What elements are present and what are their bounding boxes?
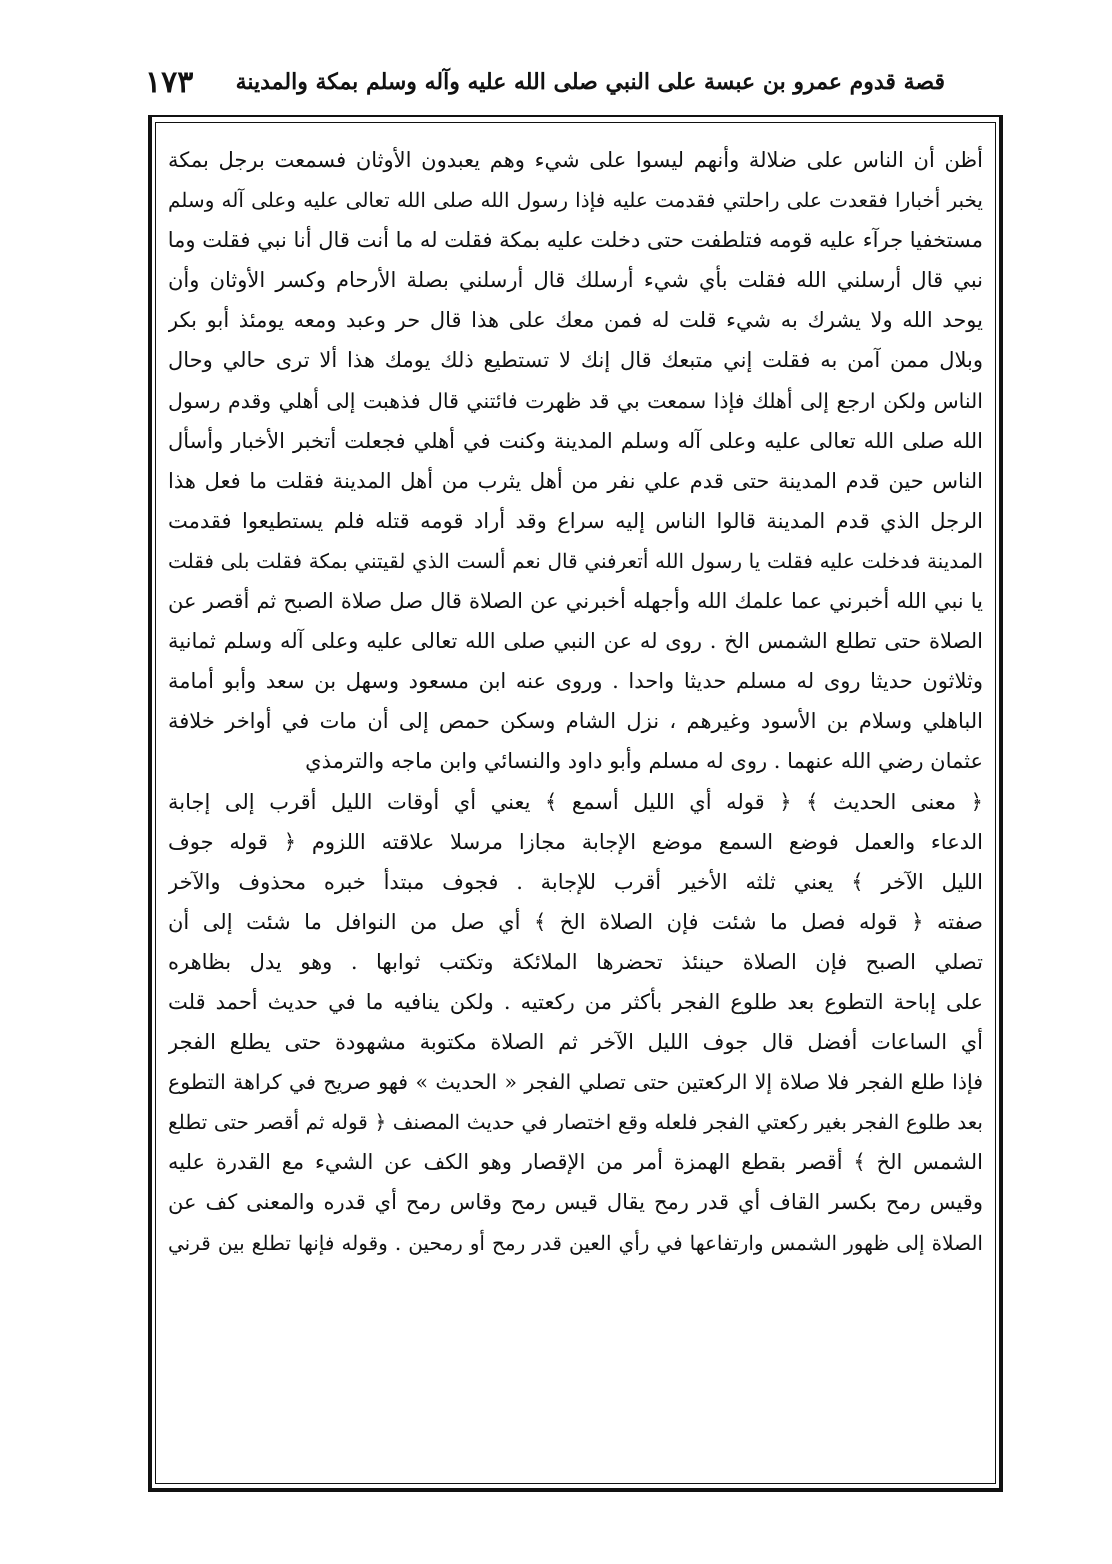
text-line: المدينة فدخلت عليه فقلت يا رسول الله أتعرفني قال نعم ألست الذي لقيتني بمكة فقلت بلى فقلت	[168, 548, 983, 573]
text-line: ﴿ معنى الحديث ﴾ ﴿ قوله أي الليل أسمع ﴾ يعني أي أوقات الليل أقرب إلى إجابة	[168, 789, 983, 814]
text-line: وبلال ممن آمن به فقلت إني متبعك قال إنك لا تستطيع ذلك يومك هذا ألا ترى حالي وحال	[168, 348, 983, 373]
text-line: تصلي الصبح فإن الصلاة حينئذ تحضرها الملائكة وتكتب ثوابها . وهو يدل بظاهره	[168, 949, 983, 974]
text-line: الناس ولكن ارجع إلى أهلك فإذا سمعت بي قد ظهرت فائتني قال فذهبت إلى أهلي وقدم رسول	[168, 388, 983, 413]
text-line: الرجل الذي قدم المدينة قالوا الناس إليه سراع وقد أراد قومه قتله فلم يستطيعوا فقدمت	[168, 508, 983, 533]
text-line: أي الساعات أفضل قال جوف الليل الآخر ثم الصلاة مكتوبة مشهودة حتى يطلع الفجر	[168, 1030, 983, 1055]
page-number: ١٧٣	[145, 64, 194, 100]
text-line: على إباحة التطوع بعد طلوع الفجر بأكثر من ركعتيه . ولكن ينافيه ما في حديث أحمد قلت	[168, 989, 983, 1014]
text-line: عثمان رضي الله عنهما . روى له مسلم وأبو داود والنسائي وابن ماجه والترمذي	[305, 749, 983, 774]
text-line: مستخفيا جرآء عليه قومه فتلطفت حتى دخلت عليه بمكة فقلت له ما أنت قال أنا نبي فقلت وما	[168, 228, 983, 253]
page-header	[145, 54, 945, 110]
text-line: صفته ﴿ قوله فصل ما شئت فإن الصلاة الخ ﴾ أي صل من النوافل ما شئت إلى أن	[168, 909, 983, 934]
text-line: الله صلى الله تعالى عليه وعلى آله وسلم المدينة وكنت في أهلي فجعلت أتخبر الأخبار وأسأل	[168, 428, 983, 453]
text-line: الصلاة حتى تطلع الشمس الخ . روى له عن النبي صلى الله تعالى عليه وعلى آله وسلم ثمانية	[168, 629, 983, 654]
text-line: يخبر أخبارا فقعدت على راحلتي فقدمت عليه فإذا رسول الله صلى الله تعالى عليه وعلى آله وسلم	[168, 188, 983, 213]
running-title: قصة قدوم عمرو بن عبسة على النبي صلى الله عليه وآله وسلم بمكة والمدينة	[235, 69, 945, 95]
text-line: وثلاثون حديثا روى له مسلم حديثا واحدا . وروى عنه ابن مسعود وسهل بن سعد وأبو أمامة	[168, 669, 983, 694]
text-line: يا نبي الله أخبرني عما علمك الله وأجهله أخبرني عن الصلاة قال صل صلاة الصبح ثم أقصر عن	[168, 589, 983, 614]
text-line: بعد طلوع الفجر بغير ركعتي الفجر فلعله وقع اختصار في حديث المصنف ﴿ قوله ثم أقصر حتى تطلع	[168, 1110, 983, 1135]
text-line: الناس حين قدم المدينة حتى قدم علي نفر من أهل يثرب من أهل المدينة فقلت ما فعل هذا	[168, 468, 983, 493]
body-text	[168, 140, 983, 1263]
text-line: يوحد الله ولا يشرك به شيء قلت له فمن معك على هذا قال حر وعبد ومعه يومئذ أبو بكر	[168, 308, 983, 333]
text-line: الشمس الخ ﴾ أقصر بقطع الهمزة أمر من الإقصار وهو الكف عن الشيء مع القدرة عليه	[168, 1150, 983, 1175]
text-line: أظن أن الناس على ضلالة وأنهم ليسوا على شيء وهم يعبدون الأوثان فسمعت برجل بمكة	[168, 148, 983, 172]
text-line: الصلاة إلى ظهور الشمس وارتفاعها في رأي العين قدر رمح أو رمحين . وقوله فإنها تطلع بين قرني	[168, 1230, 983, 1255]
text-line: الباهلي وسلام بن الأسود وغيرهم ، نزل الشام وسكن حمص إلى أن مات في أواخر خلافة	[168, 709, 983, 734]
text-line: الليل الآخر ﴾ يعني ثلثه الأخير أقرب للإجابة . فجوف مبتدأ خبره محذوف والآخر	[168, 869, 983, 894]
text-line: وقيس رمح بكسر القاف أي قدر رمح يقال قيس رمح وقاس رمح أي قدره والمعنى كف عن	[168, 1190, 983, 1215]
text-line: فإذا طلع الفجر فلا صلاة إلا الركعتين حتى تصلي الفجر « الحديث » فهو صريح في كراهة التطوع	[168, 1070, 983, 1095]
text-line: نبي قال أرسلني الله فقلت بأي شيء أرسلك قال أرسلني بصلة الأرحام وكسر الأوثان وأن	[168, 268, 983, 293]
text-line: الدعاء والعمل فوضع السمع موضع الإجابة مجازا مرسلا علاقته اللزوم ﴿ قوله جوف	[168, 829, 983, 854]
